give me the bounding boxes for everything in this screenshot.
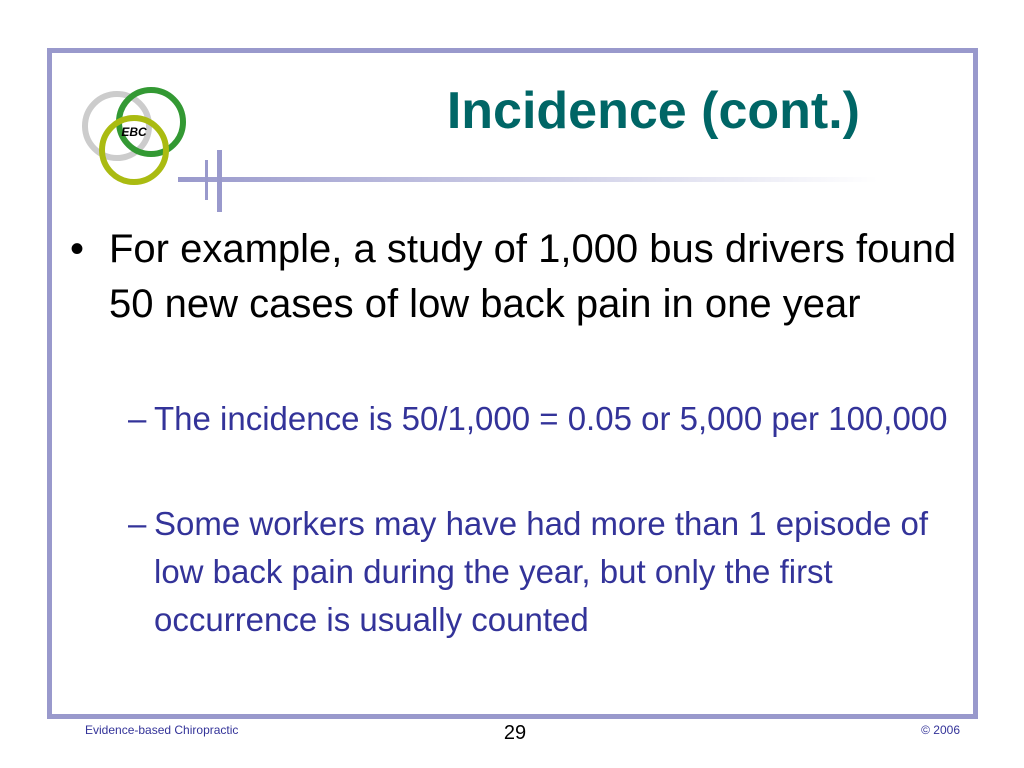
sub-bullet-text: The incidence is 50/1,000 = 0.05 or 5,000 per 100,000 xyxy=(154,400,948,437)
bullet-text: For example, a study of 1,000 bus drivers found 50 new cases of low back pain in one year xyxy=(109,227,957,326)
bullet-symbol: • xyxy=(70,227,85,271)
sub-bullet-item xyxy=(128,395,968,443)
page-number: 29 xyxy=(503,722,527,744)
sub-bullet-item xyxy=(128,500,968,644)
title-underline xyxy=(178,150,888,212)
slide-title: Incidence (cont.) xyxy=(446,82,860,140)
footer-copyright: © 2006 xyxy=(921,723,960,737)
sub-bullet-text: Some workers may have had more than 1 episode of low back pain during the year, but only the first occurrence is usually counted xyxy=(154,505,929,638)
bullet-item xyxy=(70,222,970,332)
sub-bullet-symbol: – xyxy=(128,400,147,437)
ebc-logo xyxy=(78,86,193,188)
logo-text: EBC xyxy=(121,125,147,139)
sub-bullet-symbol: – xyxy=(128,505,147,542)
footer-title: Evidence-based Chiropractic xyxy=(85,723,239,737)
